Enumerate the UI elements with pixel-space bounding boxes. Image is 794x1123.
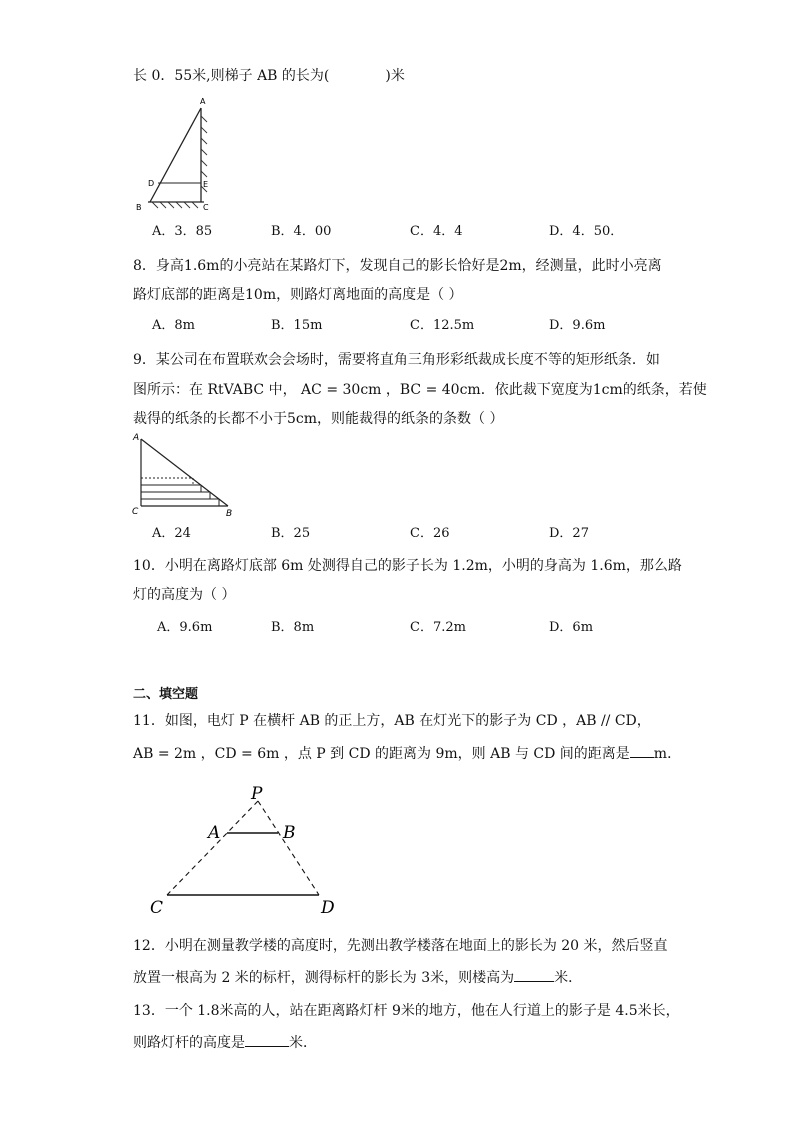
q8-option-d[interactable]: D．9.6m xyxy=(549,318,606,333)
q10-option-b[interactable]: B．8m xyxy=(271,620,315,635)
q11-stem-line2 xyxy=(133,745,681,762)
q11-stem-line1: 11．如图，电灯 P 在横杆 AB 的正上方，AB 在灯光下的影子为 CD ，AB // CD， xyxy=(133,713,651,729)
q10-stem-line1: 10．小明在离路灯底部 6m 处测得自己的影子长为 1.2m，小明的身高为 1.6m，那么路 xyxy=(133,558,682,574)
q11-answer-blank[interactable] xyxy=(630,745,654,758)
q7-option-a[interactable]: A．3．85 xyxy=(152,224,213,239)
q8-option-c[interactable]: C．12.5m xyxy=(410,318,475,333)
q7-ladder-ab xyxy=(150,108,201,202)
q7-label-d: D xyxy=(148,179,155,188)
q9-option-c[interactable]: C．26 xyxy=(410,526,450,541)
q11-label-c: C xyxy=(150,898,164,918)
q8-stem-line1: 8．身高1.6m的小亮站在某路灯下，发现自己的影长恰好是2m，经测量，此时小亮离 xyxy=(133,258,662,274)
q12-stem-line2 xyxy=(133,969,582,986)
q7-label-e: E xyxy=(203,180,209,189)
section-title-fill-blank: 二、填空题 xyxy=(133,687,199,702)
q8-option-b[interactable]: B．15m xyxy=(271,318,323,333)
q7-stem-tail: )米 xyxy=(385,68,405,84)
q7-option-b[interactable]: B．4．00 xyxy=(271,224,332,239)
q7-option-d[interactable]: D．4．50． xyxy=(549,224,624,239)
q13-stem-line2 xyxy=(133,1034,317,1051)
q11-ray-pc xyxy=(167,801,258,895)
q7-label-c: C xyxy=(203,203,209,212)
q11-label-a: A xyxy=(208,823,221,843)
q12-stem-line2-text: 放置一根高为 2 米的标杆，测得标杆的影长为 3米，则楼高为 xyxy=(133,970,515,986)
q11-lamp-figure xyxy=(145,782,345,918)
q9-stem-line3: 裁得的纸条的长都不小于5cm，则能裁得的纸条的条数（ ） xyxy=(133,411,504,427)
q12-stem-line2-unit: 米． xyxy=(554,970,583,986)
q9-strips xyxy=(141,485,219,506)
q9-option-a[interactable]: A．24 xyxy=(152,526,191,541)
q11-label-d: D xyxy=(321,898,335,918)
q11-label-b: B xyxy=(283,823,296,843)
q10-option-d[interactable]: D．6m xyxy=(549,620,594,635)
q13-stem-line1: 13．一个 1.8米高的人，站在距离路灯杆 9米的地方，他在人行道上的影子是 4.5米长， xyxy=(133,1003,680,1019)
q7-ground-hatch xyxy=(152,202,198,208)
q10-option-a[interactable]: A．9.6m xyxy=(157,620,213,635)
q7-ladder-figure xyxy=(136,94,216,216)
q10-stem-line2: 灯的高度为（ ） xyxy=(133,587,236,603)
q11-ray-pd xyxy=(258,801,319,895)
q7-stem xyxy=(133,68,405,84)
q11-stem-line2-text: AB = 2m ，CD = 6m ，点 P 到 CD 的距离为 9m，则 AB 与 CD 间的距离是 xyxy=(133,746,630,762)
q8-option-a[interactable]: A．8m xyxy=(152,318,195,333)
q7-label-b: B xyxy=(136,203,142,212)
q13-stem-line2-unit: 米． xyxy=(289,1035,317,1051)
q12-answer-blank[interactable] xyxy=(514,969,554,982)
q10-option-c[interactable]: C．7.2m xyxy=(410,620,466,635)
q9-stem-line2: 图所示：在 RtVABC 中， AC = 30cm ，BC = 40cm．依此裁下宽度为1cm的纸条，若使 xyxy=(133,382,707,398)
q11-label-p: P xyxy=(251,784,263,804)
q9-option-d[interactable]: D．27 xyxy=(549,526,589,541)
q9-label-c: C xyxy=(132,507,139,517)
q9-label-a: A xyxy=(133,433,140,443)
q13-stem-line2-text: 则路灯杆的高度是 xyxy=(133,1035,245,1051)
q12-stem-line1: 12．小明在测量教学楼的高度时，先测出教学楼落在地面上的影长为 20 米，然后竖直 xyxy=(133,938,668,954)
q9-label-b: B xyxy=(226,509,233,518)
q9-side-ab xyxy=(141,439,228,506)
q8-stem-line2: 路灯底部的距离是10m，则路灯离地面的高度是（ ） xyxy=(133,287,463,303)
q13-answer-blank[interactable] xyxy=(245,1034,289,1047)
q7-stem-text: 长 0．55米,则梯子 AB 的长为( xyxy=(133,68,330,84)
q9-triangle-figure xyxy=(130,430,238,518)
q7-option-c[interactable]: C．4．4 xyxy=(410,224,463,239)
q11-stem-line2-unit: m． xyxy=(653,746,682,762)
q9-option-b[interactable]: B．25 xyxy=(271,526,311,541)
q7-label-a: A xyxy=(200,97,206,106)
q9-stem-line1: 9．某公司在布置联欢会会场时，需要将直角三角形彩纸裁成长度不等的矩形纸条．如 xyxy=(133,352,660,368)
